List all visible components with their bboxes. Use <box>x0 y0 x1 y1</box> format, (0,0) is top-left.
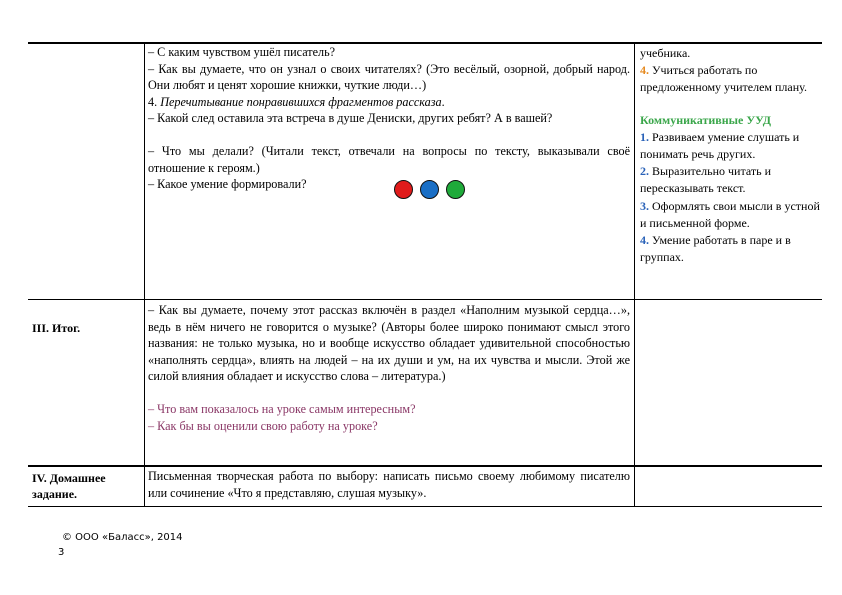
item-text: Оформлять свои мысли в устной и письменной форме. <box>640 198 820 230</box>
stage-title: Итог. <box>52 321 81 335</box>
reflection-question: – Как бы вы оценили свою работу на уроке? <box>148 418 378 433</box>
item-number: 4. <box>640 63 649 78</box>
stage-label <box>32 320 140 336</box>
homework-text: Письменная творческая работа по выбору: написать письмо своему любимому писателю или сочинение «Что я представляю, слушая музыку». <box>148 469 630 500</box>
uud-section-title: Коммуникативные УУД <box>640 112 772 127</box>
blue-circle <box>420 180 439 199</box>
uud-item <box>640 129 820 163</box>
row3-main-cell <box>148 468 630 501</box>
item-number: 4. <box>640 233 649 248</box>
uud-item <box>640 198 820 232</box>
page-number: 3 <box>58 547 65 558</box>
red-circle <box>394 180 413 199</box>
uud-item <box>640 232 820 266</box>
copyright-footer: © ООО «Баласс», 2014 <box>62 532 183 543</box>
row-divider <box>28 465 822 467</box>
task-number: 4. <box>148 94 158 109</box>
item-number: 3. <box>640 198 649 213</box>
task-line: 4. Перечитывание понравившихся фрагментов рассказа. <box>148 94 445 109</box>
question-text: – Какое умение формировали? <box>148 177 307 192</box>
stage-number: IV. <box>32 471 47 485</box>
column-divider <box>144 42 145 507</box>
green-circle <box>446 180 465 199</box>
self-assessment-dots <box>394 180 465 199</box>
lesson-table <box>28 42 822 507</box>
question-text: – Что мы делали? (Читали текст, отвечали на вопросы по тексту, выказывали своё отношение к героям.) <box>148 143 630 175</box>
stage-number: III. <box>32 321 50 335</box>
item-text: Учиться работать по предложенному учителем плану. <box>640 63 807 95</box>
discussion-text: – Как вы думаете, почему этот рассказ включён в раздел «Наполним музыкой сердца…», ведь в нём ничего не говорится о музыке? (Авторы более широко понимают смысл этого названия: не только музыка, но и вообще искусство обладает удивительной способностью «наполнять сердца», влиять на людей – на их души и ум, на их чувства и мысли. Этой же силой влияния обладает и искусство слова – литература.) <box>148 303 630 384</box>
item-text: Умение работать в паре и в группах. <box>640 233 791 265</box>
uud-item <box>640 62 820 96</box>
item-text: Выразительно читать и пересказывать текст. <box>640 164 772 196</box>
question-text: – Какой след оставила эта встреча в душе Дениски, других ребят? А в вашей? <box>148 111 553 126</box>
question-text: – С каким чувством ушёл писатель? <box>148 45 336 59</box>
stage-label <box>32 470 140 502</box>
item-number: 2. <box>640 164 649 179</box>
reflection-question: – Что вам показалось на уроке самым интересным? <box>148 401 416 416</box>
item-number: 1. <box>640 129 649 144</box>
row1-uud-cell <box>640 45 820 266</box>
table-bottom-border <box>28 506 822 507</box>
question-text: – Как вы думаете, что он узнал о своих читателях? (Это весёлый, озорной, добрый народ. Они любят и ценят хорошие книжки, чуткие люди…) <box>148 61 630 93</box>
row2-main-cell <box>148 302 630 434</box>
row1-main-cell <box>148 44 630 193</box>
item-text: Развиваем умение слушать и понимать речь других. <box>640 129 800 162</box>
stage-title: Домашнее задание. <box>32 471 106 501</box>
column-divider <box>634 42 635 507</box>
task-text: Перечитывание понравившихся фрагментов рассказа <box>160 94 442 109</box>
uud-text: учебника. <box>640 46 691 60</box>
uud-item <box>640 163 820 197</box>
row-divider <box>28 299 822 300</box>
